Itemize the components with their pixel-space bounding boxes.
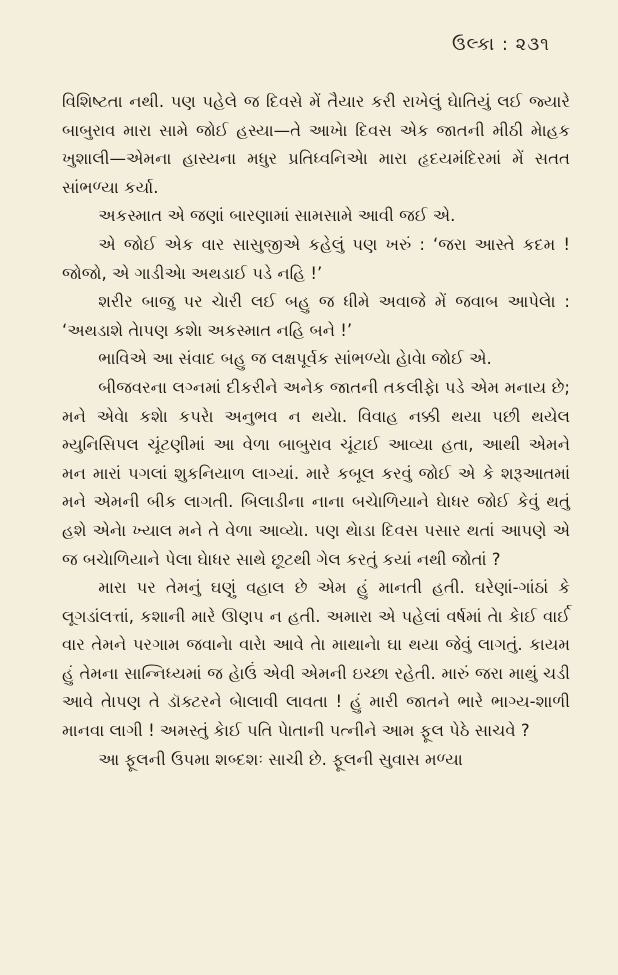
paragraph-8: આ ફૂલની ઉપમા શબ્દશઃ સાચી છે. ફૂલની સુવાસ મળ્યા	[98, 749, 463, 769]
paragraph-4: શરીર બાજુ પર ચેારી લઈ બહુ જ ધીમે અવાજે મેં જવાબ આપેલેા : ‘અથડાશે તેાપણ કશેા અકસ્માત નહિ બને !’	[62, 292, 570, 340]
paragraph-3: એ જોઈ એક વાર સાસુજીએ કહેલું પણ ખરું : ‘જરા આસ્તે કદમ ! જોજો, એ ગાડીએા અથડાઈ પડે નહિ !’	[62, 234, 570, 283]
paragraph-7: મારા પર તેમનું ઘણું વહાલ છે એમ હું માનતી હતી. ઘરેણાં-ગાંઠાં કે લૂગડાંલત્તાં, કશાની મારે ઊણપ ન હતી. અમારા એ પહેલાં વર્ષમાં તેા કેાઈ વાર્ઈ વાર તેમને પરગામ જવાનેા વારેા આવે તેા માથાનેા ઘા થયા જેવું લાગતું. કાયમ હું તેમના સાન્નિધ્યમાં જ હેાઉં એવી એમની ઇચ્છા રહેતી. મારું જરા માથું ચડી આવે તેાપણ તે ડૉક્ટરને બેાલાવી લાવતા ! હું મારી જાતને ભારે ભાગ્ય-શાળી માનવા લાગી ! અમસ્તું કેાઈ પતિ પેાતાની પત્નીને આમ ફૂલ પેઠે સાચવે ?	[62, 578, 570, 741]
running-head: ઉલ્કા : ૨૩૧	[452, 34, 550, 55]
paragraph-6: બીજવરના લગ્નમાં દીકરીને અનેક જાતની તકલીફેા પડે એમ મનાય છે; મને એવેા કશેા કપરેા અનુભવ ન થયેા. વિવાહ નક્કી થયા પછી થયેલ મ્યુનિસિપલ ચૂંટણીમાં આ વેળા બાબુરાવ ચૂંટાઈ આવ્યા હતા, આથી એમને મન મારાં પગલાં શુકનિયાળ લાગ્યાં. મારે કબૂલ કરવું જોઈ એ કે શરૂઆતમાં મને એમની બીક લાગતી. બિલાડીના નાના બચેાળિયાને ઘેાધર જોઈ કેવું થતું હશે એનેા ખ્યાલ મને તે વેળા આવ્યેા. પણ થેાડા દિવસ પસાર થતાં આપણે એ જ બચેાળિયાને પેલા ઘેાધર સાથે છૂટથી ગેલ કરતું કયાં નથી જોતાં ?	[62, 377, 570, 569]
paragraph-2: અકસ્માત એ જણાં બારણામાં સામસામે આવી જઈ એ.	[98, 206, 456, 226]
body-text	[62, 88, 570, 774]
paragraph-1: વિશિષ્ટતા નથી. પણ પહેલે જ દિવસે મેં તૈયાર કરી રાખેલું ઘેાતિયું લઈ જ્યારે બાબુરાવ મારા સામે જોઈ હસ્યા—તે આખેા દિવસ એક જાતની મીઠી મેાહક ખુશાલી—એમના હાસ્યના મધુર પ્રતિધ્વનિએા મારા હૃદયમંદિરમાં મેં સતત સાંભળ્યા કર્યા.	[62, 92, 570, 197]
paragraph-5: ભાવિએ આ સંવાદ બહુ જ લક્ષપૂર્વક સાંભળ્યેા હેાવેા જોઈ એ.	[98, 349, 492, 369]
